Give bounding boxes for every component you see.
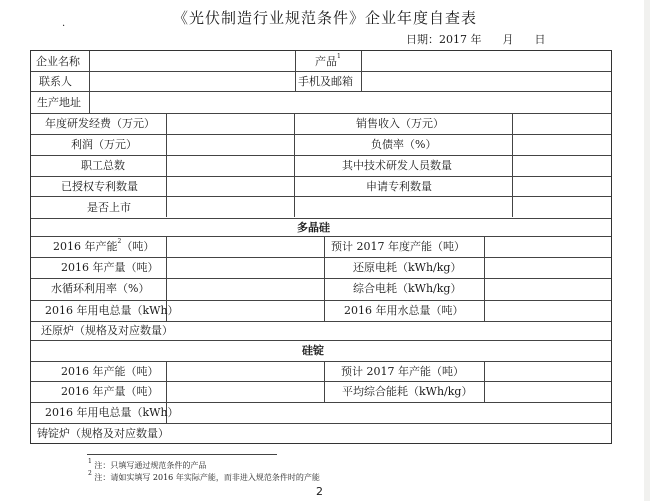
total-power-label: 综合电耗（kWh/kg） — [353, 282, 462, 295]
contact-label: 联系人 — [39, 75, 72, 88]
address-label: 生产地址 — [37, 96, 81, 109]
granted-patents-label: 已授权专利数量 — [61, 180, 138, 193]
ingot-section-header: 硅锭 — [302, 344, 324, 357]
poly-capacity-text: 2016 年产能 — [53, 240, 118, 253]
column-divider — [166, 113, 167, 217]
poly-water-label: 2016 年用水总量（吨） — [344, 304, 464, 317]
row-divider — [31, 278, 611, 279]
avg-energy-label: 平均综合能耗（kWh/kg） — [342, 385, 473, 398]
row-divider — [31, 402, 611, 403]
footnote-2-mark: 2 — [88, 470, 92, 477]
column-divider — [324, 361, 325, 402]
row-divider — [31, 176, 611, 177]
rd-staff-label: 其中技术研发人员数量 — [342, 159, 452, 172]
row-divider — [31, 381, 611, 382]
reduction-power-label: 还原电耗（kWh/kg） — [353, 261, 462, 274]
product-label-text: 产品 — [315, 55, 337, 68]
footnote-2-text: 注：请如实填写 2016 年实际产能，而非进入规范条件时的产能 — [94, 473, 320, 482]
row-divider — [31, 321, 611, 322]
employees-label: 职工总数 — [81, 159, 125, 172]
ingot-capacity-label: 2016 年产能（吨） — [61, 365, 159, 378]
self-check-table — [30, 50, 612, 444]
row-divider — [31, 71, 611, 72]
footnote-mark: 2 — [117, 238, 122, 245]
footnote-1-text: 注：只填写通过规范条件的产品 — [94, 461, 207, 470]
ingot-expected-label: 预计 2017 年产能（吨） — [341, 365, 464, 378]
ingot-output-label: 2016 年产量（吨） — [61, 385, 159, 398]
date-line: 日期：2017 年 月 日 — [406, 33, 546, 46]
form-title: 《光伏制造行业规范条件》企业年度自查表 — [172, 9, 477, 27]
row-divider — [31, 257, 611, 258]
footnote-1 — [88, 460, 206, 471]
column-divider — [89, 51, 90, 91]
poly-capacity-label — [53, 238, 155, 253]
row-divider — [31, 340, 611, 341]
footnote-1-mark: 1 — [88, 458, 92, 465]
footnote-mark: 1 — [337, 53, 341, 60]
column-divider — [89, 91, 90, 113]
applied-patents-label: 申请专利数量 — [366, 180, 432, 193]
column-divider — [512, 113, 513, 217]
row-divider — [31, 196, 611, 197]
ingot-furnace-label: 铸锭炉（规格及对应数量） — [37, 427, 169, 440]
listed-label: 是否上市 — [87, 201, 131, 214]
scan-edge — [644, 0, 650, 501]
column-divider — [484, 236, 485, 321]
row-divider — [31, 91, 611, 92]
column-divider — [294, 113, 295, 217]
poly-output-label: 2016 年产量（吨） — [61, 261, 159, 274]
footnote-separator — [87, 454, 277, 455]
column-divider — [484, 361, 485, 402]
poly-electricity-label: 2016 年用电总量（kWh） — [45, 304, 179, 317]
stray-mark: . — [62, 18, 66, 29]
column-divider — [361, 51, 362, 91]
row-divider — [31, 236, 611, 237]
debt-ratio-label: 负债率（%） — [371, 138, 437, 151]
poly-expected-label: 预计 2017 年度产能（吨） — [331, 240, 465, 253]
row-divider — [31, 134, 611, 135]
company-name-label: 企业名称 — [36, 55, 80, 68]
footnote-2 — [88, 472, 320, 483]
row-divider — [31, 155, 611, 156]
profit-label: 利润（万元） — [71, 138, 137, 151]
row-divider — [31, 300, 611, 301]
page-number: 2 — [316, 485, 323, 498]
ingot-electricity-label: 2016 年用电总量（kWh） — [45, 406, 179, 419]
sales-income-label: 销售收入（万元） — [356, 117, 444, 130]
column-divider — [324, 236, 325, 321]
phone-email-label: 手机及邮箱 — [298, 75, 353, 88]
row-divider — [31, 423, 611, 424]
row-divider — [31, 218, 611, 219]
column-divider — [295, 51, 296, 91]
polysilicon-section-header: 多晶硅 — [297, 221, 330, 234]
row-divider — [31, 113, 611, 114]
water-recycle-label: 水循环利用率（%） — [51, 282, 150, 295]
rd-expense-label: 年度研发经费（万元） — [45, 117, 155, 130]
row-divider — [31, 361, 611, 362]
reduction-furnace-label: 还原炉（规格及对应数量） — [41, 324, 173, 337]
poly-capacity-unit: （吨） — [121, 240, 155, 253]
product-label — [315, 53, 341, 68]
